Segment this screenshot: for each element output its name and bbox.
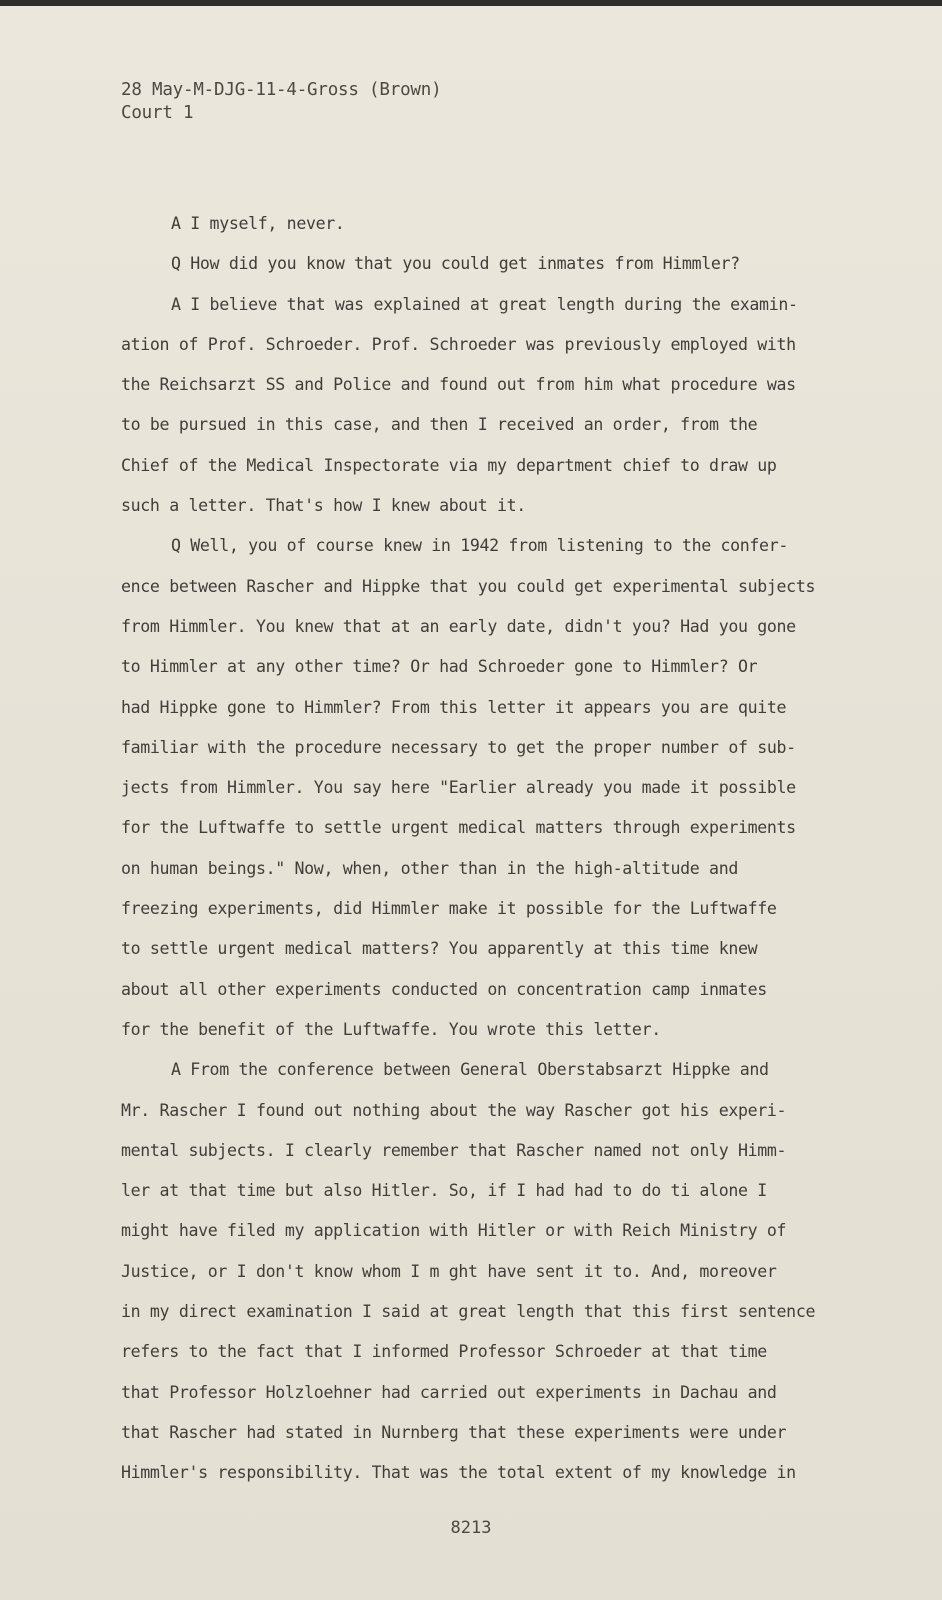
transcript-line: ation of Prof. Schroeder. Prof. Schroeder was previously employed with xyxy=(121,334,796,354)
transcript-line: ler at that time but also Hitler. So, if I had had to do ti alone I xyxy=(121,1181,767,1201)
transcript-line: ence between Rascher and Hippke that you could get experimental subjects xyxy=(121,576,816,596)
page-number: 8213 xyxy=(450,1518,492,1538)
transcript-line: for the benefit of the Luftwaffe. You wrote this letter. xyxy=(121,1019,661,1039)
document-page xyxy=(0,6,942,1600)
transcript-line: familiar with the procedure necessary to get the proper number of sub- xyxy=(121,737,796,757)
transcript-line: the Reichsarzt SS and Police and found out from him what procedure was xyxy=(121,375,796,395)
transcript-line: Q How did you know that you could get inmates from Himmler? xyxy=(171,254,740,274)
transcript-body xyxy=(121,204,861,1494)
transcript-line: for the Luftwaffe to settle urgent medical matters through experiments xyxy=(121,818,796,838)
transcript-line: to Himmler at any other time? Or had Schroeder gone to Himmler? Or xyxy=(121,657,758,677)
transcript-line: Mr. Rascher I found out nothing about the way Rascher got his experi- xyxy=(121,1100,787,1120)
transcript-line: to be pursued in this case, and then I received an order, from the xyxy=(121,415,758,435)
transcript-line: Himmler's responsibility. That was the total extent of my knowledge in xyxy=(121,1463,796,1483)
transcript-line: freezing experiments, did Himmler make it possible for the Luftwaffe xyxy=(121,899,777,919)
header-court: Court 1 xyxy=(121,103,194,123)
transcript-line: might have filed my application with Hitler or with Reich Ministry of xyxy=(121,1221,787,1241)
transcript-line: A I myself, never. xyxy=(171,214,345,233)
transcript-line: that Professor Holzloehner had carried out experiments in Dachau and xyxy=(121,1382,777,1402)
transcript-line: Chief of the Medical Inspectorate via my department chief to draw up xyxy=(121,455,777,475)
transcript-line: such a letter. That's how I knew about it. xyxy=(121,496,526,516)
transcript-line: jects from Himmler. You say here "Earlier already you made it possible xyxy=(121,778,796,798)
transcript-line: Justice, or I don't know whom I m ght have sent it to. And, moreover xyxy=(121,1261,777,1281)
transcript-line: A From the conference between General Oberstabsarzt Hippke and xyxy=(171,1060,769,1080)
transcript-line: to settle urgent medical matters? You apparently at this time knew xyxy=(121,939,758,959)
transcript-line: A I believe that was explained at great length during the examin- xyxy=(171,294,798,314)
transcript-line: mental subjects. I clearly remember that Rascher named not only Himm- xyxy=(121,1140,787,1160)
transcript-line: on human beings." Now, when, other than in the high-altitude and xyxy=(121,858,738,878)
document-header xyxy=(121,79,441,125)
transcript-line: that Rascher had stated in Nurnberg that these experiments were under xyxy=(121,1422,787,1442)
header-case-reference: 28 May-M-DJG-11-4-Gross (Brown) xyxy=(121,80,442,100)
transcript-line: had Hippke gone to Himmler? From this letter it appears you are quite xyxy=(121,697,787,717)
transcript-line: about all other experiments conducted on concentration camp inmates xyxy=(121,979,767,999)
transcript-line: from Himmler. You knew that at an early date, didn't you? Had you gone xyxy=(121,616,796,636)
transcript-line: Q Well, you of course knew in 1942 from listening to the confer- xyxy=(171,536,788,556)
transcript-line: in my direct examination I said at great length that this first sentence xyxy=(121,1302,816,1322)
transcript-line: refers to the fact that I informed Professor Schroeder at that time xyxy=(121,1342,767,1362)
